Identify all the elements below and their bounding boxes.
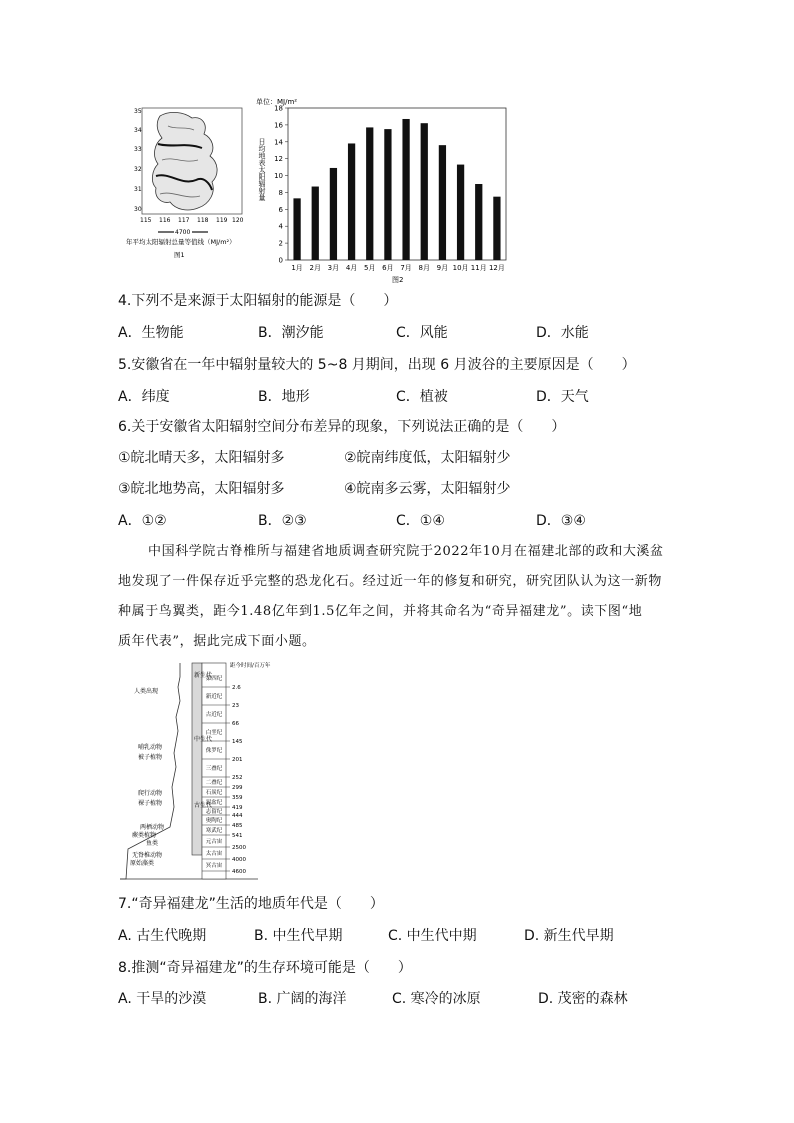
period-label: 奥陶纪 xyxy=(205,818,223,824)
y-tick-label: 0 xyxy=(278,256,283,265)
period-label: 泥盆纪 xyxy=(205,800,223,806)
chart-unit-label: 单位：MJ/m² xyxy=(256,98,298,106)
life-label: 哺乳动物 xyxy=(138,744,163,751)
era-label-cenozoic: 新生代 xyxy=(194,672,213,679)
bar xyxy=(475,184,482,260)
q4-option-b[interactable]: B．潮汐能 xyxy=(258,325,324,341)
life-label: 人类出现 xyxy=(134,688,159,695)
x-tick-label: 8月 xyxy=(418,264,430,272)
y-tick-label: 18 xyxy=(274,104,283,113)
x-tick-label: 6月 xyxy=(382,264,394,272)
x-tick-label: 5月 xyxy=(364,264,376,272)
q6-statement-2: ②皖南纬度低，太阳辐射少 xyxy=(344,450,511,466)
figure-2-chart xyxy=(254,96,514,286)
age-label: 66 xyxy=(232,721,239,727)
bar xyxy=(330,168,337,260)
bar xyxy=(293,198,300,260)
q8-stem: 8.推测“奇异福建龙”的生存环境可能是（ ） xyxy=(118,960,412,976)
lat-tick: 32 xyxy=(134,166,142,173)
period-label: 冥古宙 xyxy=(205,863,223,869)
passage-line: 种属于鸟翼类，距今1.48亿年到1.5亿年之间，并将其命名为“奇异福建龙”。读下图“地 xyxy=(118,604,643,619)
age-label: 201 xyxy=(232,757,243,763)
bar xyxy=(312,187,319,260)
q8-option-b[interactable]: B. 广阔的海洋 xyxy=(258,991,347,1007)
bar xyxy=(439,145,446,260)
era-label-paleozoic: 古生代 xyxy=(194,802,213,809)
passage-line: 中国科学院古脊椎所与福建省地质调查研究院于2022年10月在福建北部的政和大溪盆 xyxy=(148,544,664,559)
y-tick-label: 4 xyxy=(278,222,283,231)
q7-option-d[interactable]: D. 新生代早期 xyxy=(524,928,614,944)
q4-option-c[interactable]: C．风能 xyxy=(396,325,448,341)
period-label: 志留纪 xyxy=(205,809,223,815)
lon-tick: 120 xyxy=(232,217,244,224)
age-label: 145 xyxy=(232,739,243,745)
q6-statement-3: ③皖北地势高，太阳辐射多 xyxy=(118,481,285,497)
geologic-time-table xyxy=(118,657,278,885)
x-tick-label: 4月 xyxy=(345,264,358,272)
age-label: 299 xyxy=(232,785,243,791)
x-tick-label: 12月 xyxy=(488,264,505,272)
q7-option-b[interactable]: B. 中生代早期 xyxy=(254,928,343,944)
bar xyxy=(348,143,355,260)
era-label-mesozoic: 中生代 xyxy=(194,736,213,743)
x-tick-label: 10月 xyxy=(452,264,469,272)
period-label: 三叠纪 xyxy=(205,766,223,772)
legend-value: 4700 xyxy=(175,229,191,236)
life-label: 被子植物 xyxy=(138,754,163,761)
figure-2-caption: 图2 xyxy=(392,276,404,284)
age-label: 541 xyxy=(232,833,243,839)
x-tick-label: 11月 xyxy=(470,264,487,272)
period-label: 第四纪 xyxy=(205,676,223,682)
q6-stem: 6.关于安徽省太阳辐射空间分布差异的现象，下列说法正确的是（ ） xyxy=(118,419,566,435)
lon-tick: 118 xyxy=(197,217,209,224)
bar xyxy=(366,127,373,260)
q8-option-c[interactable]: C. 寒冷的冰原 xyxy=(392,991,481,1007)
bar xyxy=(384,129,391,260)
period-label: 侏罗纪 xyxy=(205,748,223,754)
life-label: 鱼类 xyxy=(146,840,159,847)
lat-tick: 34 xyxy=(134,127,142,134)
age-label: 4000 xyxy=(232,857,246,863)
lon-tick: 117 xyxy=(178,217,190,224)
bar xyxy=(493,197,500,260)
q6-statement-4: ④皖南多云雾，太阳辐射少 xyxy=(344,481,511,497)
q4-option-d[interactable]: D．水能 xyxy=(536,325,589,341)
lon-tick: 115 xyxy=(140,217,152,224)
anhui-province-outline xyxy=(152,112,217,210)
x-tick-label: 2月 xyxy=(309,264,321,272)
age-label: 4600 xyxy=(232,869,246,875)
q6-option-a[interactable]: A．①② xyxy=(118,513,167,529)
y-tick-label: 6 xyxy=(278,205,283,214)
life-label: 原始藻类 xyxy=(130,860,155,867)
q8-option-a[interactable]: A. 干旱的沙漠 xyxy=(118,991,207,1007)
life-label: 两栖动物 xyxy=(140,824,165,831)
lat-tick: 31 xyxy=(134,186,142,193)
bar xyxy=(457,165,464,260)
q8-option-d[interactable]: D. 茂密的森林 xyxy=(538,991,628,1007)
plot-frame xyxy=(288,108,506,260)
q6-statement-1: ①皖北晴天多，太阳辐射多 xyxy=(118,450,285,466)
period-label: 太古宙 xyxy=(205,851,223,857)
lat-tick: 33 xyxy=(134,146,142,153)
y-axis-label: 日均地表太阳辐射量 xyxy=(258,138,266,201)
era-column xyxy=(192,663,202,855)
life-label: 爬行动物 xyxy=(138,790,163,797)
passage-line: 质年代表”，据此完成下面小题。 xyxy=(118,634,316,649)
legend-label: 年平均太阳辐射总量等值线（MJ/m²） xyxy=(126,238,236,246)
age-label: 252 xyxy=(232,775,243,781)
q5-option-b[interactable]: B．地形 xyxy=(258,389,310,405)
life-label: 无脊椎动物 xyxy=(132,852,163,859)
figure-1-caption: 图1 xyxy=(174,251,185,259)
period-label: 新近纪 xyxy=(205,694,223,700)
q6-option-c[interactable]: C．①④ xyxy=(396,513,445,529)
period-label: 白垩纪 xyxy=(205,730,223,736)
y-tick-label: 16 xyxy=(274,121,283,130)
x-tick-label: 7月 xyxy=(400,264,412,272)
geologic-table-svg xyxy=(118,657,278,885)
lat-tick: 35 xyxy=(134,108,142,115)
age-label: 485 xyxy=(232,823,243,829)
q5-option-c[interactable]: C．植被 xyxy=(396,389,448,405)
q6-option-d[interactable]: D．③④ xyxy=(536,513,586,529)
y-tick-label: 10 xyxy=(274,172,283,181)
x-tick-label: 1月 xyxy=(291,264,303,272)
lon-tick: 119 xyxy=(216,217,228,224)
x-tick-label: 9月 xyxy=(436,264,449,272)
period-label: 石炭纪 xyxy=(205,790,223,796)
lat-tick: 30 xyxy=(134,206,142,213)
period-label: 古近纪 xyxy=(205,712,223,718)
figure-1-map xyxy=(112,104,252,269)
age-label: 359 xyxy=(232,795,243,801)
q4-option-a[interactable]: A．生物能 xyxy=(118,325,184,341)
x-tick-label: 3月 xyxy=(327,264,340,272)
lon-tick: 116 xyxy=(159,217,171,224)
bar xyxy=(402,119,409,260)
age-label: 419 xyxy=(232,805,243,811)
age-label: 444 xyxy=(232,813,243,819)
time-header: 距今时间/百万年 xyxy=(230,663,271,669)
period-label: 二叠纪 xyxy=(205,780,223,786)
y-tick-label: 12 xyxy=(274,155,283,164)
age-label: 2500 xyxy=(232,845,246,851)
period-label: 寒武纪 xyxy=(205,828,223,834)
q5-option-d[interactable]: D．天气 xyxy=(536,389,589,405)
y-tick-label: 8 xyxy=(278,188,283,197)
y-tick-label: 2 xyxy=(278,239,283,248)
passage-line: 地发现了一件保存近乎完整的恐龙化石。经过近一年的修复和研究，研究团队认为这一新物 xyxy=(118,574,663,589)
q5-option-a[interactable]: A．纬度 xyxy=(118,389,170,405)
bar xyxy=(421,123,428,260)
life-label: 裸子植物 xyxy=(138,800,163,807)
q5-stem: 5.安徽省在一年中辐射量较大的 5~8 月期间，出现 6 月波谷的主要原因是（ ） xyxy=(118,357,636,373)
q4-stem: 4.下列不是来源于太阳辐射的能源是（ ） xyxy=(118,293,398,309)
q6-option-b[interactable]: B．②③ xyxy=(258,513,307,529)
period-label: 元古宙 xyxy=(205,839,223,845)
q7-stem: 7.“奇异福建龙”生活的地质年代是（ ） xyxy=(118,896,384,912)
q7-option-a[interactable]: A. 古生代晚期 xyxy=(118,928,207,944)
age-label: 23 xyxy=(232,703,239,709)
age-label: 2.6 xyxy=(232,685,241,691)
map-svg xyxy=(112,104,252,269)
q7-option-c[interactable]: C. 中生代中期 xyxy=(388,928,477,944)
bar-chart-svg xyxy=(254,96,514,286)
life-label: 蕨类植物 xyxy=(132,832,157,839)
reading-passage xyxy=(118,537,678,657)
y-tick-label: 14 xyxy=(274,138,283,147)
